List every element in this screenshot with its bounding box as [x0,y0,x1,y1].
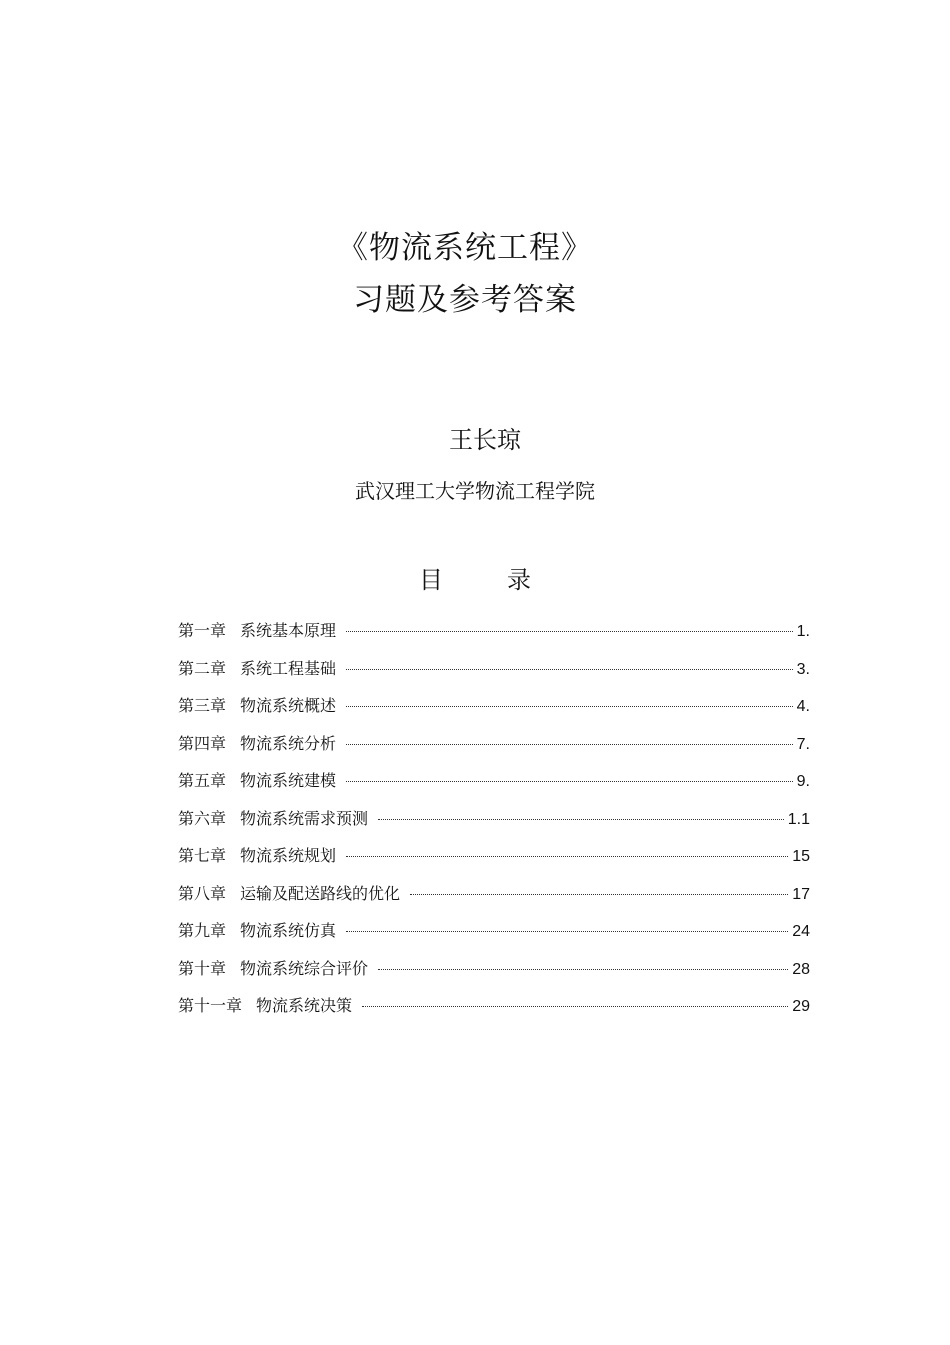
toc-chapter-title: 物流系统建模 [240,771,337,790]
toc-chapter-title: 物流系统分析 [240,733,337,753]
toc-chapter-number: 第五章 [178,771,227,790]
toc-entry[interactable] [178,918,810,956]
toc-page-number: 9. [796,773,810,790]
toc-page-number: 4. [796,698,810,715]
toc-page-number: 28 [792,960,810,978]
toc-chapter-number: 第四章 [178,733,227,753]
toc-dot-leader [346,669,793,670]
toc-dot-leader [346,631,793,632]
toc-entry[interactable] [178,843,810,881]
toc-chapter-number: 第三章 [178,696,227,715]
toc-page-number: 29 [792,998,810,1015]
toc-entry[interactable] [178,768,810,806]
toc-dot-leader [346,931,788,932]
toc-dot-leader [378,969,788,970]
toc-entry[interactable] [178,993,810,1031]
toc-chapter-title: 物流系统需求预测 [240,808,369,828]
toc-page-number: 24 [792,923,810,940]
toc-chapter-number: 第六章 [178,808,227,828]
toc-dot-leader [378,819,784,820]
document-title-line-1: 《物流系统工程》 [337,230,593,266]
toc-chapter-title: 系统工程基础 [240,658,337,678]
toc-chapter-title: 系统基本原理 [240,621,337,640]
toc-entry[interactable] [178,693,810,731]
toc-dot-leader [362,1006,788,1007]
toc-heading [0,560,950,595]
toc-heading-char-1: 目 [419,566,443,594]
toc-page-number: 1. [796,623,810,640]
toc-chapter-title: 物流系统概述 [240,696,337,715]
table-of-contents [178,618,810,1031]
toc-page-number: 15 [792,848,810,865]
toc-chapter-title: 物流系统综合评价 [240,958,369,978]
toc-chapter-number: 第七章 [178,846,227,865]
toc-chapter-number: 第八章 [178,883,227,903]
toc-entry[interactable] [178,731,810,769]
author-name: 王长琼 [449,426,521,454]
toc-chapter-number: 第九章 [178,921,227,940]
toc-entry[interactable] [178,656,810,694]
toc-chapter-number: 第一章 [178,621,227,640]
toc-chapter-number: 第十章 [178,958,227,978]
toc-chapter-number: 第二章 [178,658,227,678]
toc-page-number: 3. [796,660,810,678]
toc-chapter-title: 物流系统仿真 [240,921,337,940]
toc-entry[interactable] [178,881,810,919]
toc-page-number: 1.1 [787,810,810,828]
institution-name: 武汉理工大学物流工程学院 [355,479,595,503]
toc-chapter-title: 物流系统决策 [256,996,353,1015]
toc-dot-leader [346,706,793,707]
toc-entry[interactable] [178,618,810,656]
toc-dot-leader [346,744,793,745]
toc-page-number: 7. [796,735,810,753]
toc-dot-leader [346,856,788,857]
toc-dot-leader [346,781,793,782]
toc-entry[interactable] [178,956,810,994]
toc-page-number: 17 [792,885,810,903]
toc-chapter-title: 物流系统规划 [240,846,337,865]
toc-dot-leader [410,894,788,895]
toc-heading-char-2: 录 [507,566,531,594]
document-title-line-2: 习题及参考答案 [353,282,577,318]
toc-chapter-title: 运输及配送路线的优化 [240,883,401,903]
toc-chapter-number: 第十一章 [178,996,243,1015]
toc-entry[interactable] [178,806,810,844]
